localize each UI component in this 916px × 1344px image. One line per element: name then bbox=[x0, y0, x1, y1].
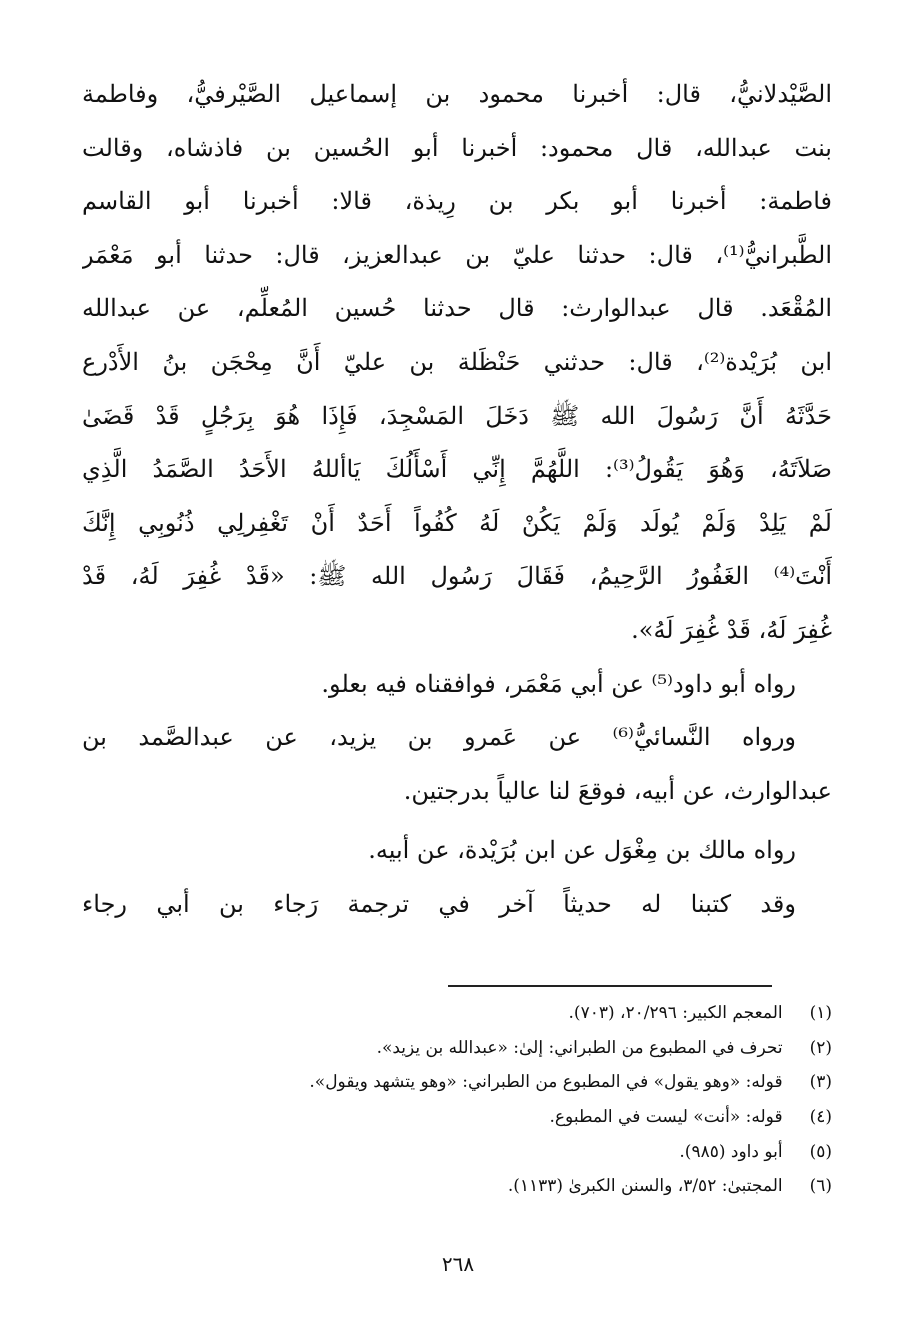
footnotes bbox=[212, 996, 832, 1204]
text-line: ورواه النَّسائيُّ⁽⁶⁾ عن عَمرو بن يزيد، عن عبدالصَّمد بن bbox=[82, 723, 796, 752]
text-line: الصَّيْدلانيُّ، قال: أخبرنا محمود بن إسماعيل الصَّيْرفيُّ، وفاطمة bbox=[82, 80, 832, 108]
text-line: غُفِرَ لَهُ، قَدْ غُفِرَ لَهُ». bbox=[631, 615, 832, 644]
footnote-number: (٣) bbox=[809, 1072, 832, 1093]
text-line: أَنْتَ⁽⁴⁾ الغَفُورُ الرَّحِيمُ، فَقَالَ رَسُول الله ﷺ: «قَدْ غُفِرَ لَهُ، قَدْ bbox=[82, 562, 832, 591]
footnote-item bbox=[212, 1065, 832, 1100]
text-line: فاطمة: أخبرنا أبو بكر بن رِيذة، قالا: أخبرنا أبو القاسم bbox=[82, 187, 832, 216]
footnote-text: تحرف في المطبوع من الطبراني: إلىٰ: «عبدالله بن يزيد». bbox=[376, 1037, 783, 1058]
footnote-separator bbox=[448, 985, 772, 987]
footnote-text: قوله: «وهو يقول» في المطبوع من الطبراني: «وهو يتشهد ويقول». bbox=[309, 1072, 783, 1093]
main-text bbox=[82, 68, 832, 932]
footnote-item bbox=[212, 1031, 832, 1066]
paragraph-raja bbox=[82, 878, 832, 932]
paragraph-hadith bbox=[82, 68, 832, 658]
footnote-number: (٦) bbox=[809, 1176, 832, 1197]
paragraph-abu-dawud bbox=[82, 658, 832, 712]
footnote-text: قوله: «أنت» ليست في المطبوع. bbox=[549, 1107, 783, 1128]
paragraph-nasai bbox=[82, 711, 832, 818]
text-line: وقد كتبنا له حديثاً آخر في ترجمة رَجاء بن أبي رجاء bbox=[82, 889, 796, 918]
text-line: صَلاَتَهُ، وَهُوَ يَقُولُ⁽³⁾: اللَّهُمَّ إِنِّي أَسْأَلُكَ يَاأللهُ الأَحَدُ الصَّمَدُ الَّذِي bbox=[82, 455, 832, 484]
text-line: ابن بُرَيْدة⁽²⁾، قال: حدثني حَنْظَلة بن عليّ أَنَّ مِحْجَن بنُ الأَدْرع bbox=[82, 347, 832, 376]
text-line: الطَّبرانيُّ⁽¹⁾، قال: حدثنا عليّ بن عبدالعزيز، قال: حدثنا أبو مَعْمَر bbox=[82, 240, 832, 269]
text-line: المُقْعَد. قال عبدالوارث: قال حدثنا حُسين المُعلِّم، عن عبدالله bbox=[82, 294, 832, 323]
text-line: حَدَّثَهُ أَنَّ رَسُولَ الله ﷺ دَخَلَ المَسْجِدَ، فَإِذَا هُوَ بِرَجُلٍ قَدْ قَضَىٰ bbox=[82, 401, 832, 430]
footnote-item bbox=[212, 1135, 832, 1170]
paragraph-malik bbox=[82, 824, 832, 878]
text-line: عبدالوارث، عن أبيه، فوقعَ لنا عالياً بدرجتين. bbox=[403, 776, 832, 805]
footnote-number: (١) bbox=[809, 1003, 832, 1023]
footnote-number: (٤) bbox=[809, 1107, 832, 1128]
text-line: لَمْ يَلِدْ وَلَمْ يُولَد وَلَمْ يَكُنْ لَهُ كُفُواً أَحَدٌ أَنْ تَغْفِرلِي ذُنُوبِي إِنَّكَ bbox=[82, 508, 832, 537]
text-line: بنت عبدالله، قال محمود: أخبرنا أبو الحُسين بن فاذشاه، وقالت bbox=[82, 133, 832, 162]
text-line: رواه أبو داود⁽⁵⁾ عن أبي مَعْمَر، فوافقناه فيه بعلو. bbox=[321, 669, 796, 698]
footnote-number: (٢) bbox=[809, 1037, 832, 1058]
page-number: ٢٦٨ bbox=[441, 1252, 475, 1276]
footnote-text: المعجم الكبير: ٢٠/٢٩٦، (٧٠٣). bbox=[568, 1003, 783, 1023]
footnote-text: أبو داود (٩٨٥). bbox=[679, 1141, 783, 1162]
footnote-item bbox=[212, 996, 832, 1031]
footnote-number: (٥) bbox=[809, 1141, 832, 1162]
text-line: رواه مالك بن مِغْوَل عن ابن بُرَيْدة، عن أبيه. bbox=[368, 836, 796, 865]
footnote-item bbox=[212, 1100, 832, 1135]
footnote-item bbox=[212, 1169, 832, 1204]
footnote-text: المجتبىٰ: ٣/٥٢، والسنن الكبرىٰ (١١٣٣). bbox=[507, 1176, 783, 1197]
